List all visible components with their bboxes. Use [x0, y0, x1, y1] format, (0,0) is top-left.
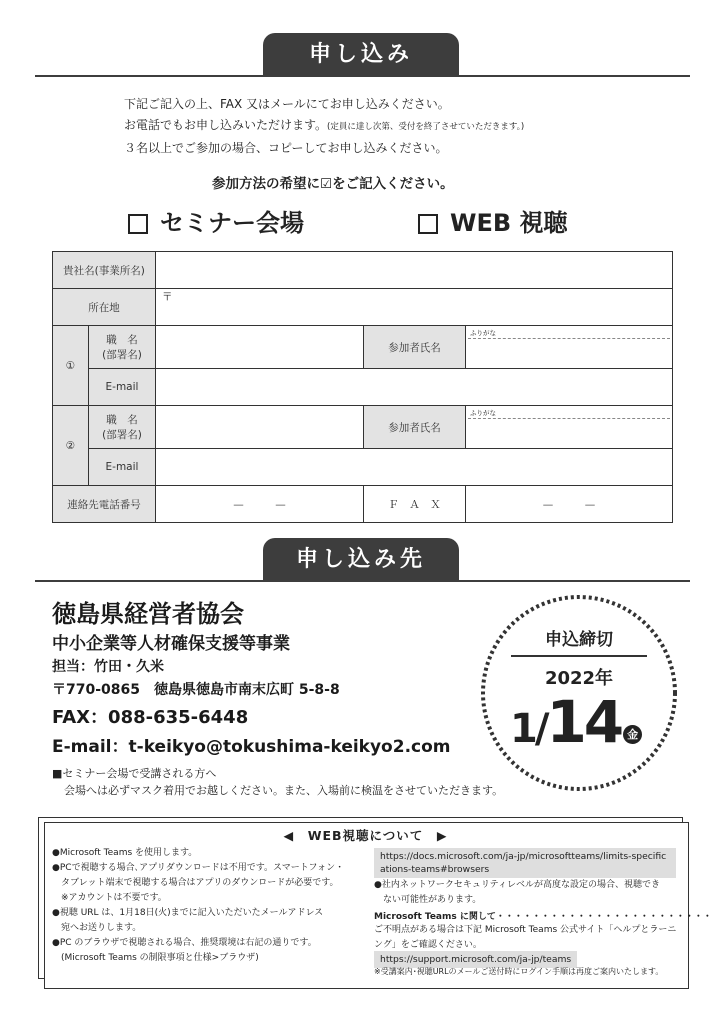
option-web-label: WEB 視聴 — [450, 209, 568, 237]
address-field[interactable] — [156, 289, 673, 326]
intro-line-3: ３名以上でご参加の場合、コピーしてお申し込みください。 — [124, 141, 448, 155]
address: 〒770-0865 徳島県徳島市南末広町 5-8-8 — [52, 682, 340, 698]
browser-spec-link[interactable]: https://docs.microsoft.com/ja-jp/microsoftteams/limits-specifications-teams#browsers — [374, 848, 676, 878]
fax-label: Ｆ Ａ Ｘ — [364, 486, 466, 523]
option-web[interactable] — [418, 203, 568, 238]
footnote: ※受講案内･視聴URLのメールご送付時にログイン手順は再度ご案内いたします。 — [374, 967, 664, 976]
web-title: ◀ WEB視聴について ▶ — [283, 828, 448, 843]
intro-line-1: 下記ご記入の上、FAX 又はメールにてお申し込みください。 — [124, 97, 450, 111]
job-field-2[interactable] — [156, 406, 364, 449]
job-label-2: 職 名 (部署名) — [89, 406, 156, 449]
web-left-item: ●PC のブラウザで視聴される場合、推奨環境は右記の通りです。 — [52, 938, 317, 948]
job-field-1[interactable] — [156, 326, 364, 369]
project-name: 中小企業等人材確保支援等事業 — [52, 634, 290, 654]
section-rule — [35, 580, 690, 582]
teams-text: ご不明点がある場合は下記 Microsoft Teams 公式サイト「ヘルプとラーニング」をご確認ください。 — [374, 925, 677, 950]
furigana-label: ふりがな — [470, 409, 496, 417]
fax-field[interactable]: — — — [466, 486, 673, 523]
org-name: 徳島県経営者協会 — [52, 600, 244, 628]
name-field-1[interactable] — [466, 326, 673, 369]
notice-text: 会場へは必ずマスク着用でお越しください。また、入場前に検温をさせていただきます。 — [64, 784, 504, 797]
deadline-date — [510, 688, 642, 756]
participant-1-number: ① — [53, 326, 89, 406]
section-title-destination: 申し込み先 — [263, 538, 459, 580]
intro-note: (定員に達し次第、受付を終了させていただきます。) — [327, 122, 525, 132]
web-left-item: 宛へお送りします。 — [52, 923, 142, 933]
email-field-2[interactable] — [156, 449, 673, 486]
section-title-apply: 申し込み — [263, 33, 459, 75]
address-label: 所在地 — [53, 289, 156, 326]
email-field-1[interactable] — [156, 369, 673, 406]
web-left-item: ●Microsoft Teams を使用します。 — [52, 848, 198, 858]
notice-heading: ■セミナー会場で受講される方へ — [52, 767, 217, 780]
deadline-weekday: 金 — [623, 725, 642, 744]
furigana-label: ふりがな — [470, 329, 496, 337]
fax-number: FAX：088-635-6448 — [52, 707, 249, 728]
option-seminar[interactable] — [128, 203, 304, 238]
staff: 担当：竹田・久米 — [52, 659, 164, 675]
name-field-2[interactable] — [466, 406, 673, 449]
email-address: E-mail：t-keikyo@tokushima-keikyo2.com — [52, 737, 451, 757]
phone-label: 連絡先電話番号 — [53, 486, 156, 523]
participant-2-number: ② — [53, 406, 89, 486]
web-left-item: タブレット端末で視聴する場合はアプリのダウンロードが必要です。 — [52, 878, 339, 888]
company-label: 貴社名(事業所名) — [53, 252, 156, 289]
section-rule — [35, 75, 690, 77]
job-label-1: 職 名 (部署名) — [89, 326, 156, 369]
name-label-2: 参加者氏名 — [364, 406, 466, 449]
network-note: ●社内ネットワークセキュリティレベルが高度な設定の場合、視聴でき ない可能性があります。 — [374, 880, 660, 905]
name-label-1: 参加者氏名 — [364, 326, 466, 369]
intro-line-2: お電話でもお申し込みいただけます。(定員に達し次第、受付を終了させていただきます。) — [124, 118, 525, 132]
web-left-item: ●視聴 URL は、1月18日(火)までに記入いただいたメールアドレス — [52, 908, 324, 918]
application-form — [52, 251, 673, 523]
teams-heading: Microsoft Teams に関して・・・・・・・・・・・・・・・・・・・・・・・・ — [374, 912, 712, 922]
seminar-notice — [52, 765, 503, 799]
company-field[interactable] — [156, 252, 673, 289]
web-checkbox[interactable] — [418, 214, 438, 234]
intro-text — [124, 94, 684, 159]
postal-mark: 〒 — [162, 291, 173, 303]
web-left-item: ※アカウントは不要です。 — [52, 893, 167, 903]
option-seminar-label: セミナー会場 — [160, 209, 304, 237]
web-left-item: (Microsoft Teams の制限事項と仕様>ブラウザ) — [52, 953, 259, 963]
seminar-checkbox[interactable] — [128, 214, 148, 234]
deadline-day: 14 — [546, 688, 622, 756]
web-left-item: ●PCで視聴する場合､アプリダウンロードは不用です。スマートフォン・ — [52, 863, 345, 873]
email-label-2: E-mail — [89, 449, 156, 486]
right-triangle-icon: ▶ — [436, 828, 448, 843]
method-prompt: 参加方法の希望に☑をご記入ください。 — [212, 176, 454, 192]
web-left-list — [52, 846, 372, 966]
deadline-label: 申込締切 — [545, 630, 613, 650]
deadline-month: 1/ — [510, 706, 547, 752]
email-label-1: E-mail — [89, 369, 156, 406]
phone-field[interactable]: — — — [156, 486, 364, 523]
deadline-year: 2022年 — [544, 668, 614, 689]
teams-support-link[interactable]: https://support.microsoft.com/ja-jp/teams — [374, 951, 577, 968]
left-triangle-icon: ◀ — [283, 828, 295, 843]
